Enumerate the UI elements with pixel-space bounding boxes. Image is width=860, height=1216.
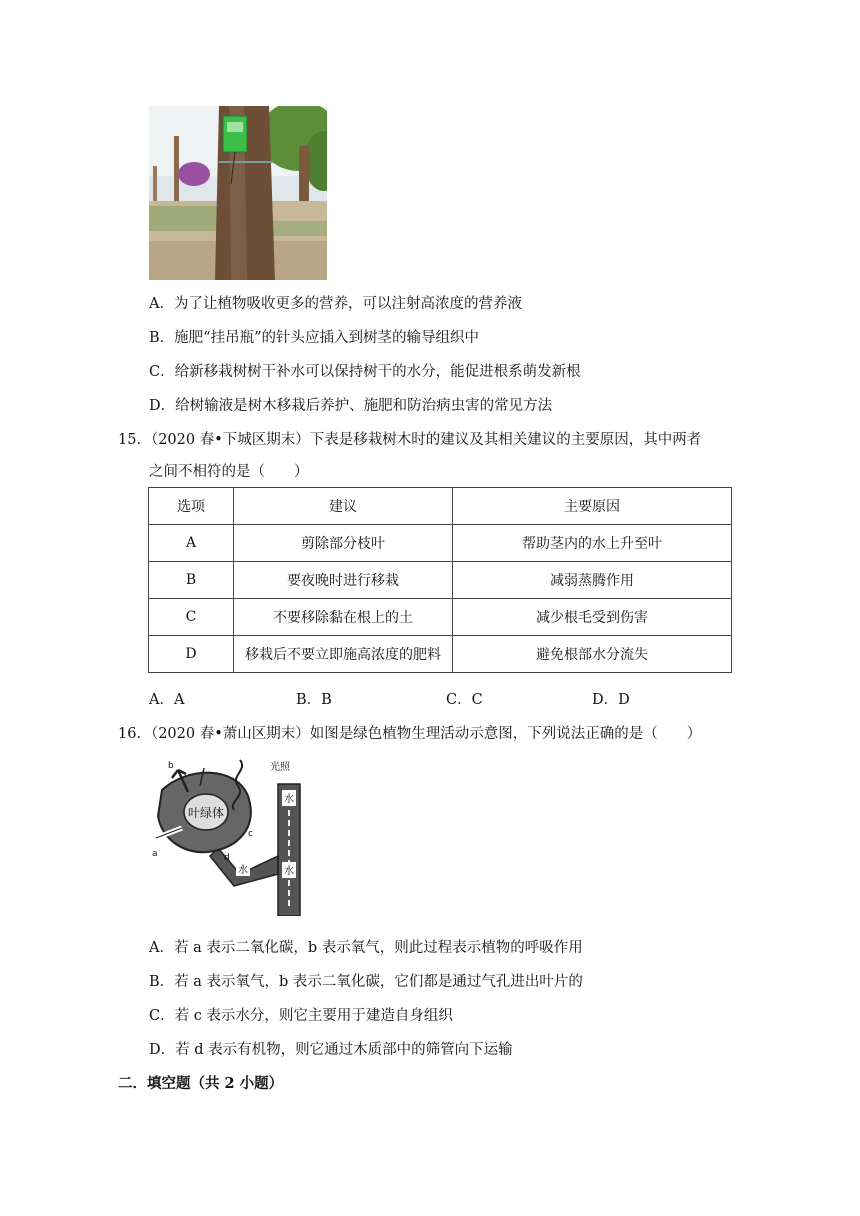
q15-stem-line1: 15．（2020 春•下城区期末）下表是移栽树木时的建议及其相关建议的主要原因，其中两者 bbox=[118, 432, 702, 448]
q16-option-b: B．若 a 表示氧气，b 表示二氧化碳，它们都是通过气孔进出叶片的 bbox=[149, 974, 583, 990]
q16-stem: 16．（2020 春•萧山区期末）如图是绿色植物生理活动示意图，下列说法正确的是（ ） bbox=[118, 726, 702, 742]
table-header-row bbox=[149, 488, 732, 525]
table-cell: 减弱蒸腾作用 bbox=[453, 562, 732, 599]
light-label: 光照 bbox=[270, 762, 290, 773]
table-cell: 帮助茎内的水上升至叶 bbox=[453, 525, 732, 562]
label-c: c bbox=[248, 829, 253, 839]
water-label-trunk: 水 bbox=[284, 866, 294, 877]
q15-choice-c: C．C bbox=[446, 692, 483, 708]
table-row bbox=[149, 636, 732, 673]
q15-choices bbox=[149, 688, 749, 708]
plant-physiology-diagram-icon bbox=[148, 756, 316, 916]
tree-iv-photo bbox=[149, 106, 327, 280]
table-cell: 减少根毛受到伤害 bbox=[453, 599, 732, 636]
water-label-branch: 水 bbox=[238, 865, 248, 876]
label-a: a bbox=[152, 849, 158, 859]
chloroplast-label: 叶绿体 bbox=[187, 806, 225, 820]
q14-option-a: A．为了让植物吸收更多的营养，可以注射高浓度的营养液 bbox=[149, 296, 522, 312]
table-header-cell: 主要原因 bbox=[453, 488, 732, 525]
q15-stem-line2: 之间不相符的是（ ） bbox=[149, 464, 309, 480]
table-cell: A bbox=[149, 525, 234, 562]
table-header-cell: 建议 bbox=[234, 488, 453, 525]
table-cell: 剪除部分枝叶 bbox=[234, 525, 453, 562]
table-cell: C bbox=[149, 599, 234, 636]
label-d: d bbox=[224, 853, 230, 863]
table-cell: 要夜晚时进行移栽 bbox=[234, 562, 453, 599]
q16-option-d: D．若 d 表示有机物，则它通过木质部中的筛管向下运输 bbox=[149, 1042, 513, 1058]
table-cell: 避免根部水分流失 bbox=[453, 636, 732, 673]
plant-physiology-diagram bbox=[148, 756, 316, 916]
table-cell: 移栽后不要立即施高浓度的肥料 bbox=[234, 636, 453, 673]
table-row bbox=[149, 599, 732, 636]
table-row bbox=[149, 562, 732, 599]
q15-choice-b: B．B bbox=[296, 692, 332, 708]
section-heading-fill-in: 二．填空题（共 2 小题） bbox=[118, 1075, 284, 1092]
q15-choice-a: A．A bbox=[149, 692, 185, 708]
table-cell: B bbox=[149, 562, 234, 599]
q16-option-a: A．若 a 表示二氧化碳，b 表示氧气，则此过程表示植物的呼吸作用 bbox=[149, 940, 583, 956]
table-header-cell: 选项 bbox=[149, 488, 234, 525]
tree-with-iv-bag-icon bbox=[149, 106, 327, 280]
q14-option-b: B．施肥“挂吊瓶”的针头应插入到树茎的输导组织中 bbox=[149, 330, 479, 346]
table-cell: 不要移除黏在根上的土 bbox=[234, 599, 453, 636]
q15-choice-d: D．D bbox=[592, 692, 630, 708]
q16-option-c: C．若 c 表示水分，则它主要用于建造自身组织 bbox=[149, 1008, 453, 1024]
label-b: b bbox=[168, 761, 174, 771]
q14-option-c: C．给新移栽树树干补水可以保持树干的水分，能促进根系萌发新根 bbox=[149, 364, 581, 380]
q14-option-d: D．给树输液是树木移栽后养护、施肥和防治病虫害的常见方法 bbox=[149, 398, 553, 414]
table-cell: D bbox=[149, 636, 234, 673]
table-row bbox=[149, 525, 732, 562]
water-label-top: 水 bbox=[284, 794, 294, 805]
q15-table bbox=[148, 487, 732, 673]
